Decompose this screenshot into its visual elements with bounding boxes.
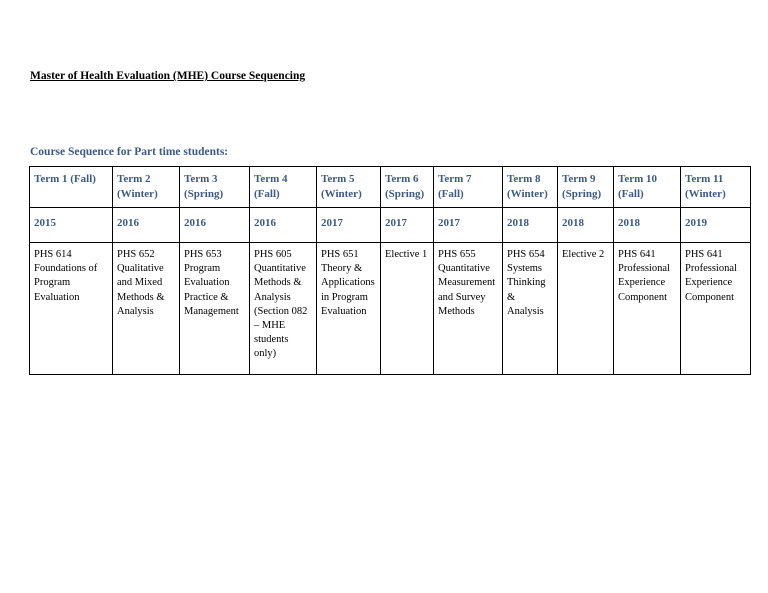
course-cell: PHS 605 Quantitative Methods & Analysis (Section 082 – MHE students only) bbox=[250, 243, 317, 375]
course-cell: Elective 2 bbox=[558, 243, 614, 375]
course-cell: PHS 641 Professional Experience Component bbox=[681, 243, 751, 375]
course-cell: Elective 1 bbox=[381, 243, 434, 375]
term-header-cell: Term 3 (Spring) bbox=[180, 167, 250, 208]
year-cell: 2018 bbox=[614, 208, 681, 243]
term-header-row bbox=[30, 167, 751, 208]
year-cell: 2018 bbox=[558, 208, 614, 243]
term-header-cell: Term 4 (Fall) bbox=[250, 167, 317, 208]
term-header-cell: Term 1 (Fall) bbox=[30, 167, 113, 208]
course-cell: PHS 652 Qualitative and Mixed Methods & Analysis bbox=[113, 243, 180, 375]
course-row bbox=[30, 243, 751, 375]
course-cell: PHS 641 Professional Experience Component bbox=[614, 243, 681, 375]
course-cell: PHS 614 Foundations of Program Evaluation bbox=[30, 243, 113, 375]
year-cell: 2017 bbox=[381, 208, 434, 243]
year-cell: 2018 bbox=[503, 208, 558, 243]
term-header-cell: Term 7 (Fall) bbox=[434, 167, 503, 208]
course-cell: PHS 655 Quantitative Measurement and Survey Methods bbox=[434, 243, 503, 375]
course-cell: PHS 651 Theory & Applications in Program Evaluation bbox=[317, 243, 381, 375]
document-title: Master of Health Evaluation (MHE) Course Sequencing bbox=[30, 70, 306, 82]
term-header-cell: Term 2 (Winter) bbox=[113, 167, 180, 208]
course-sequence-table bbox=[29, 166, 751, 375]
term-header-cell: Term 5 (Winter) bbox=[317, 167, 381, 208]
year-row bbox=[30, 208, 751, 243]
term-header-cell: Term 8 (Winter) bbox=[503, 167, 558, 208]
year-cell: 2016 bbox=[113, 208, 180, 243]
year-cell: 2016 bbox=[250, 208, 317, 243]
year-cell: 2017 bbox=[434, 208, 503, 243]
term-header-cell: Term 9 (Spring) bbox=[558, 167, 614, 208]
year-cell: 2019 bbox=[681, 208, 751, 243]
year-cell: 2016 bbox=[180, 208, 250, 243]
course-cell: PHS 654 Systems Thinking & Analysis bbox=[503, 243, 558, 375]
year-cell: 2017 bbox=[317, 208, 381, 243]
year-cell: 2015 bbox=[30, 208, 113, 243]
term-header-cell: Term 11 (Winter) bbox=[681, 167, 751, 208]
term-header-cell: Term 6 (Spring) bbox=[381, 167, 434, 208]
term-header-cell: Term 10 (Fall) bbox=[614, 167, 681, 208]
section-heading: Course Sequence for Part time students: bbox=[30, 146, 229, 158]
course-cell: PHS 653 Program Evaluation Practice & Management bbox=[180, 243, 250, 375]
